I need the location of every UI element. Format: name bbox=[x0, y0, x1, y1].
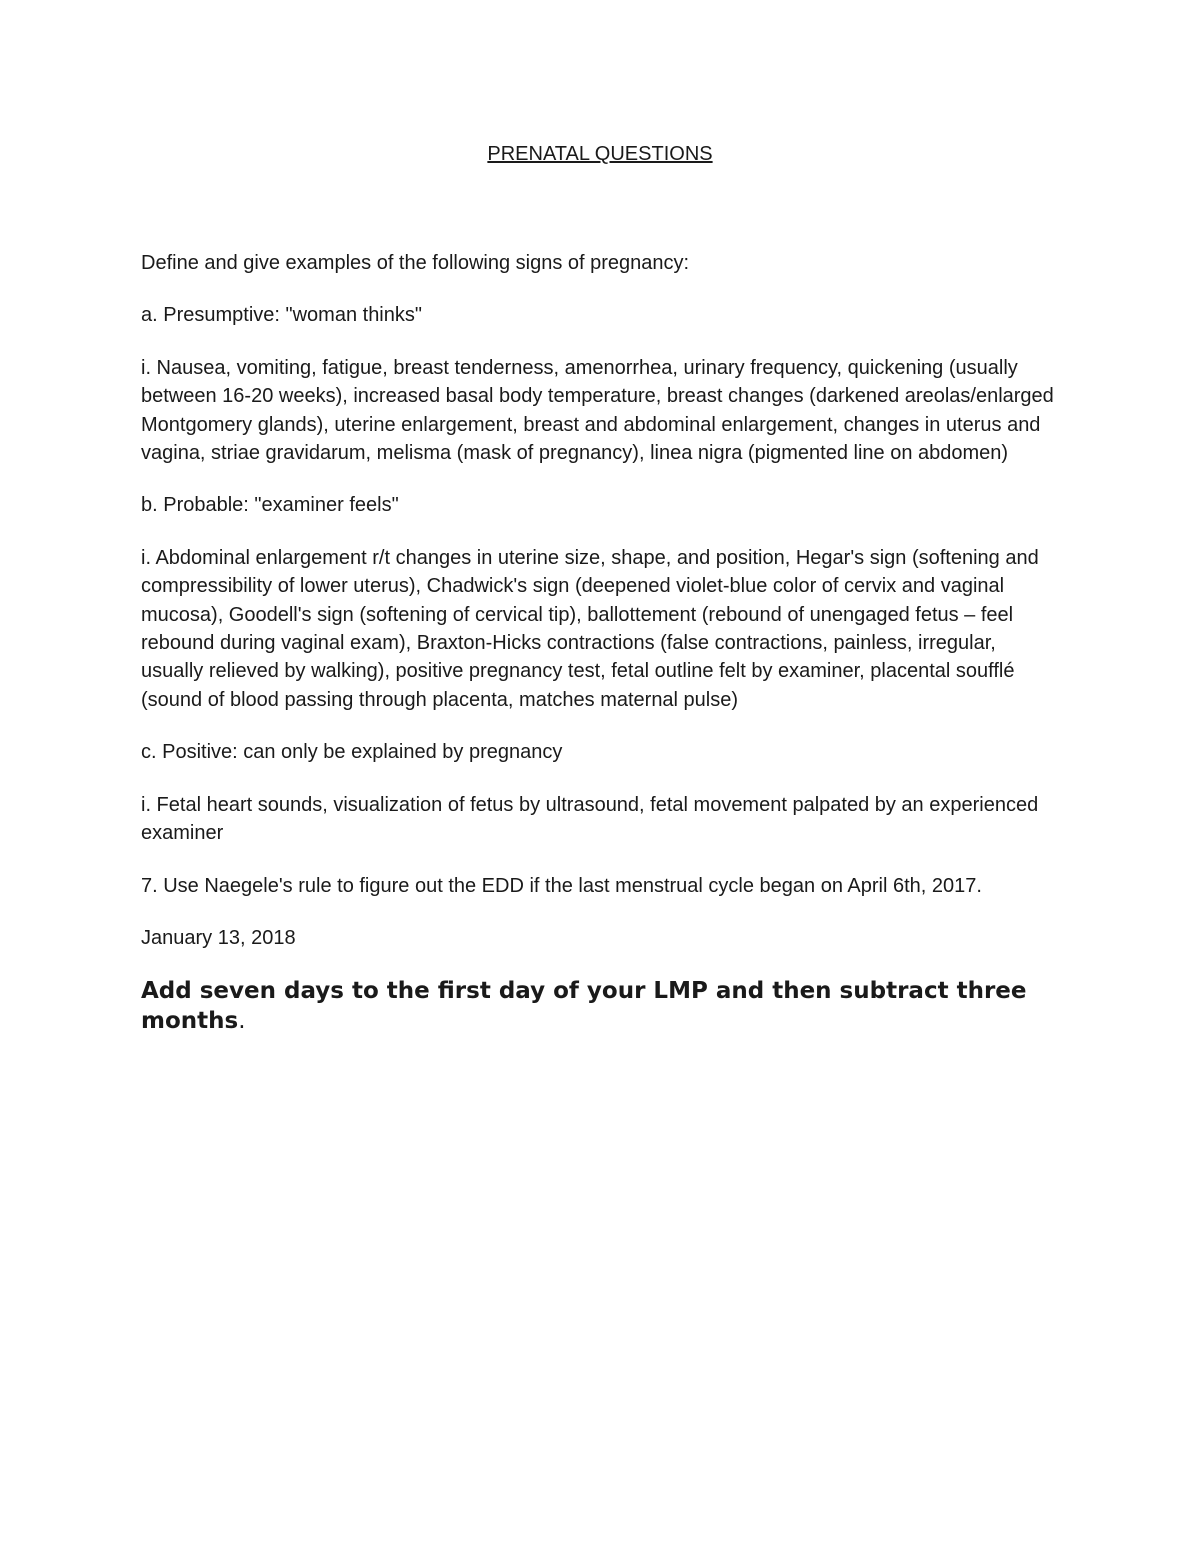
question-7: 7. Use Naegele's rule to figure out the EDD if the last menstrual cycle began on April 6th, 2017. bbox=[141, 874, 982, 897]
probable-heading: b. Probable: "examiner feels" bbox=[141, 494, 399, 517]
document-title: PRENATAL QUESTIONS bbox=[487, 143, 713, 165]
presumptive-heading: a. Presumptive: "woman thinks" bbox=[141, 304, 422, 327]
probable-examples: i. Abdominal enlargement r/t changes in uterine size, shape, and position, Hegar's sign (softening and compressibility of lower uterus), Chadwick's sign (deepened violet-blue color of cervix and vaginal mucosa), Goodell's sign (softening of cervical tip), ballottement (rebound of unengaged fetus – feel rebound during vaginal exam), Braxton-Hicks contractions (false contractions, painless, irregular, usually relieved by walking), positive pregnancy test, fetal outline felt by examiner, placental soufflé (sound of blood passing through placenta, matches maternal pulse) bbox=[141, 546, 1039, 711]
intro-text: Define and give examples of the following signs of pregnancy: bbox=[141, 252, 690, 274]
positive-examples: i. Fetal heart sounds, visualization of fetus by ultrasound, fetal movement palpated by an experienced examiner bbox=[141, 793, 1039, 845]
positive-heading: c. Positive: can only be explained by pregnancy bbox=[141, 741, 563, 764]
rule-note-end: . bbox=[238, 1008, 246, 1035]
answer-7: January 13, 2018 bbox=[141, 926, 296, 949]
rule-note-text: Add seven days to the first day of your LMP and then subtract three months bbox=[141, 978, 1027, 1035]
presumptive-examples: i. Nausea, vomiting, fatigue, breast tenderness, amenorrhea, urinary frequency, quickening (usually between 16-20 weeks), increased basal body temperature, breast changes (darkened areolas/enlarged Montgomery glands), uterine enlargement, breast and abdominal enlargement, changes in uterus and vagina, striae gravidarum, melisma (mask of pregnancy), linea nigra (pigmented line on abdomen) bbox=[141, 356, 1054, 465]
rule-note bbox=[141, 976, 1071, 1036]
document-content bbox=[141, 140, 1061, 1036]
